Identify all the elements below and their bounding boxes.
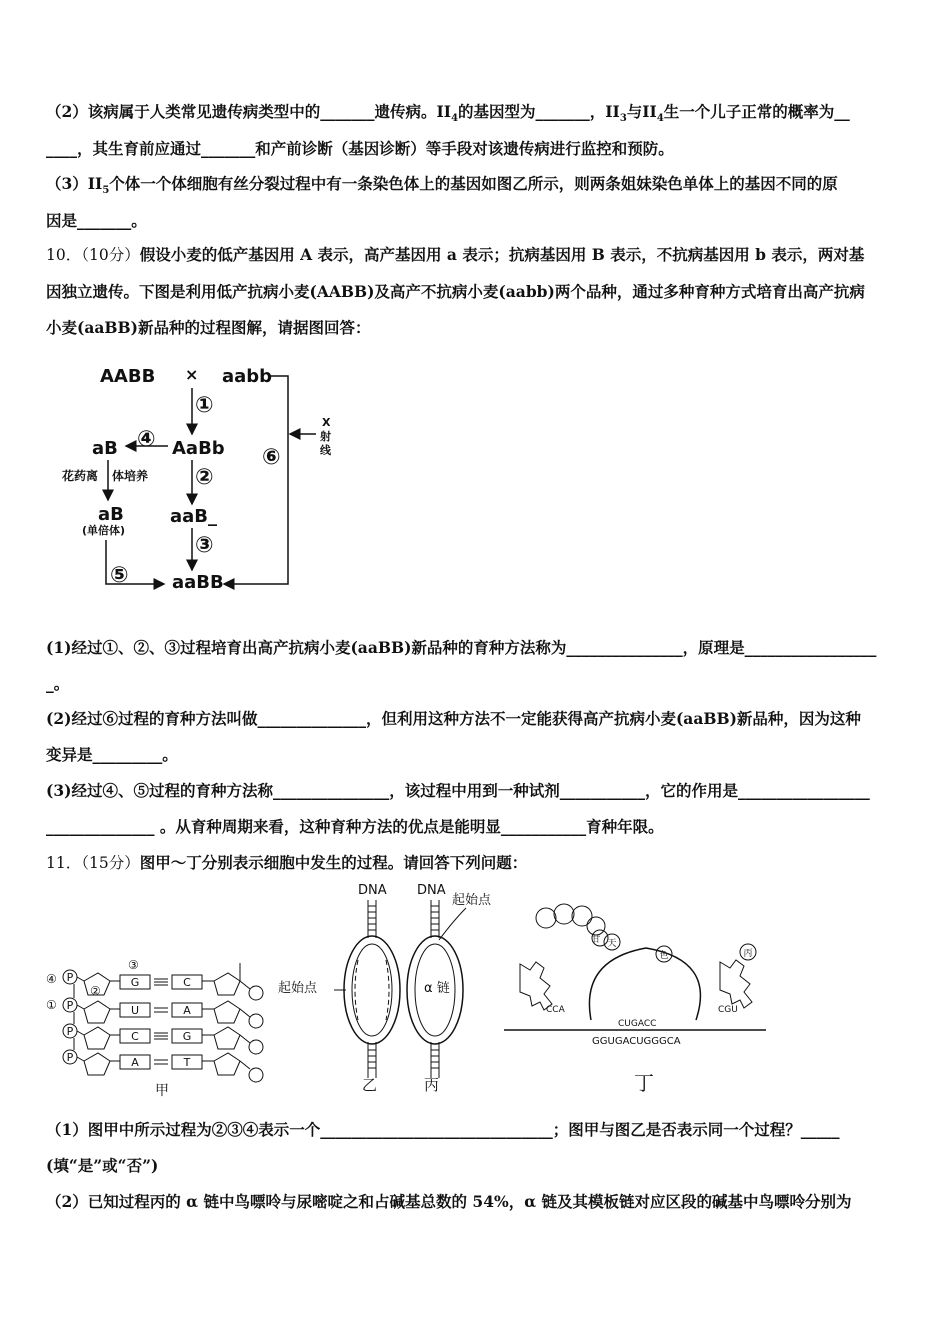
step-6: ⑥ xyxy=(262,445,281,470)
svg-text:P: P xyxy=(66,1025,74,1038)
ding-label: 丁 xyxy=(634,1071,654,1095)
jia-num-3: ③ xyxy=(128,958,139,972)
jia-right-base-1: C xyxy=(183,976,191,989)
q10-part1-line1: (1)经过①、②、③过程培育出高产抗病小麦(aaBB)新品种的育种方法称为_______________，原理是_________________ xyxy=(46,638,877,657)
jia-num-2: ② xyxy=(90,984,101,998)
svg-text:丙: 丙 xyxy=(743,949,753,959)
q11-part1-line2: (填“是”或“否”) xyxy=(46,1156,159,1175)
yi-origin-label: 起始点 xyxy=(278,981,318,996)
q11-intro-line: 11．（15分）图甲～丁分别表示细胞中发生的过程。请回答下列问题： xyxy=(46,853,528,872)
svg-text:甘: 甘 xyxy=(591,935,601,945)
q10-intro-line1: 10．（10分）假设小麦的低产基因用 A 表示，高产基因用 a 表示；抗病基因用 B 表示，不抗病基因用 b 表示，两对基 xyxy=(46,245,865,264)
q9-part2-line1: （2）该病属于人类常见遗传病类型中的_______遗传病。$II_4$的基因型为_______，$II_3$与$II_4$生一个儿子正常的概率为__ xyxy=(46,102,850,125)
result-aabb: aaBB xyxy=(172,572,224,593)
jia-left-base-3: C xyxy=(131,1030,139,1043)
anther-culture-label-b: 体培养 xyxy=(112,469,149,483)
yi-bubble-inner xyxy=(352,944,392,1036)
svg-text:天: 天 xyxy=(607,939,617,949)
figure-jia xyxy=(44,955,274,1105)
step-4: ④ xyxy=(137,427,156,452)
figure-ding xyxy=(496,900,796,1100)
xray-label-she: 射 xyxy=(320,430,331,443)
jia-left-base-4: A xyxy=(131,1056,139,1069)
bing-origin-label: 起始点 xyxy=(452,893,492,908)
jia-num-4: ④ xyxy=(46,972,57,986)
yi-dna-label: DNA xyxy=(358,883,387,898)
svg-text:色: 色 xyxy=(659,951,669,961)
ding-mrna: GGUGACUGGGCA xyxy=(592,1036,681,1047)
haploid-note: (单倍体) xyxy=(82,524,126,537)
jia-label: 甲 xyxy=(155,1083,169,1099)
ding-codon-mid: CUGACC xyxy=(618,1019,657,1029)
haploid-ab: aB xyxy=(98,504,124,525)
anther-culture-label-a: 花药离 xyxy=(62,469,99,483)
jia-num-1: ① xyxy=(46,998,57,1012)
ding-anticodon-right: CGU xyxy=(718,1005,738,1015)
q10-part2-line2: 变异是_________。 xyxy=(46,745,178,764)
q11-part1-line1: （1）图甲中所示过程为②③④表示一个______________________________；图甲与图乙是否表示同一个过程？_____ xyxy=(46,1120,840,1139)
parent-aabb-upper: AABB xyxy=(100,366,156,387)
xray-label-x: X xyxy=(322,416,331,429)
step-1: ① xyxy=(195,393,214,418)
sugar-2 xyxy=(84,1001,110,1023)
q10-intro-line2: 因独立遗传。下图是利用低产抗病小麦(AABB)及高产不抗病小麦(aabb)两个品种，通过多种育种方式培育出高产抗病 xyxy=(46,282,865,301)
bing-alpha-label: α 链 xyxy=(424,981,450,996)
q10-part3-line2: ______________ 。从育种周期来看，这种育种方法的优点是能明显___________育种年限。 xyxy=(46,817,664,836)
q9-part3-line1: $(3)II_5$个体一个体细胞有丝分裂过程中有一条染色体上的基因如图乙所示，则两条姐妹染色单体上的基因不同的原 xyxy=(46,174,838,197)
parent-aabb-lower: aabb xyxy=(222,366,273,387)
jia-right-base-4: T xyxy=(183,1056,191,1069)
selected-aab: aaB_ xyxy=(170,506,218,527)
jia-right-base-2: A xyxy=(183,1004,191,1017)
q10-part3-line1: (3)经过④、⑤过程的育种方法称_______________，该过程中用到一种试剂___________，它的作用是_________________ xyxy=(46,781,870,800)
step-3: ③ xyxy=(195,533,214,558)
jia-left-base-2: U xyxy=(130,1004,140,1017)
jia-right-base-3: G xyxy=(182,1030,192,1043)
svg-text:P: P xyxy=(66,1051,74,1064)
yi-label: 乙 xyxy=(362,1076,378,1094)
q10-part2-line1: (2)经过⑥过程的育种方法叫做______________，但利用这种方法不一定能获得高产抗病小麦(aaBB)新品种，因为这种 xyxy=(46,709,861,728)
bing-dna-label: DNA xyxy=(417,883,446,898)
svg-text:P: P xyxy=(66,999,74,1012)
step-5: ⑤ xyxy=(110,563,129,588)
svg-text:P: P xyxy=(66,971,74,984)
q11-part2-line1: （2）已知过程丙的 α 链中鸟嘌呤与尿嘧啶之和占碱基总数的 54%，α 链及其模板链对应区段的碱基中鸟嘌呤分别为 xyxy=(46,1192,852,1211)
figure-yi-bing xyxy=(276,880,506,1100)
step-2: ② xyxy=(195,465,214,490)
breeding-diagram xyxy=(60,360,360,600)
jia-left-base-1: G xyxy=(130,976,140,989)
bing-label: 丙 xyxy=(424,1076,440,1094)
sugar-3 xyxy=(84,1027,110,1049)
f1-aabb: AaBb xyxy=(172,438,225,459)
gamete-ab: aB xyxy=(92,438,118,459)
q10-part1-line2: _。 xyxy=(46,674,70,693)
ding-anticodon-left: CCA xyxy=(546,1005,565,1015)
sugar-4 xyxy=(84,1053,110,1075)
cross-sign: × xyxy=(185,365,199,384)
q9-part3-line2: 因是_______。 xyxy=(46,211,147,230)
q10-intro-line3: 小麦(aaBB)新品种的过程图解，请据图回答： xyxy=(46,318,371,337)
xray-label-xian: 线 xyxy=(320,444,331,457)
q9-part2-line2: ____，其生育前应通过_______和产前诊断（基因诊断）等手段对该遗传病进行监控和预防。 xyxy=(46,139,674,158)
